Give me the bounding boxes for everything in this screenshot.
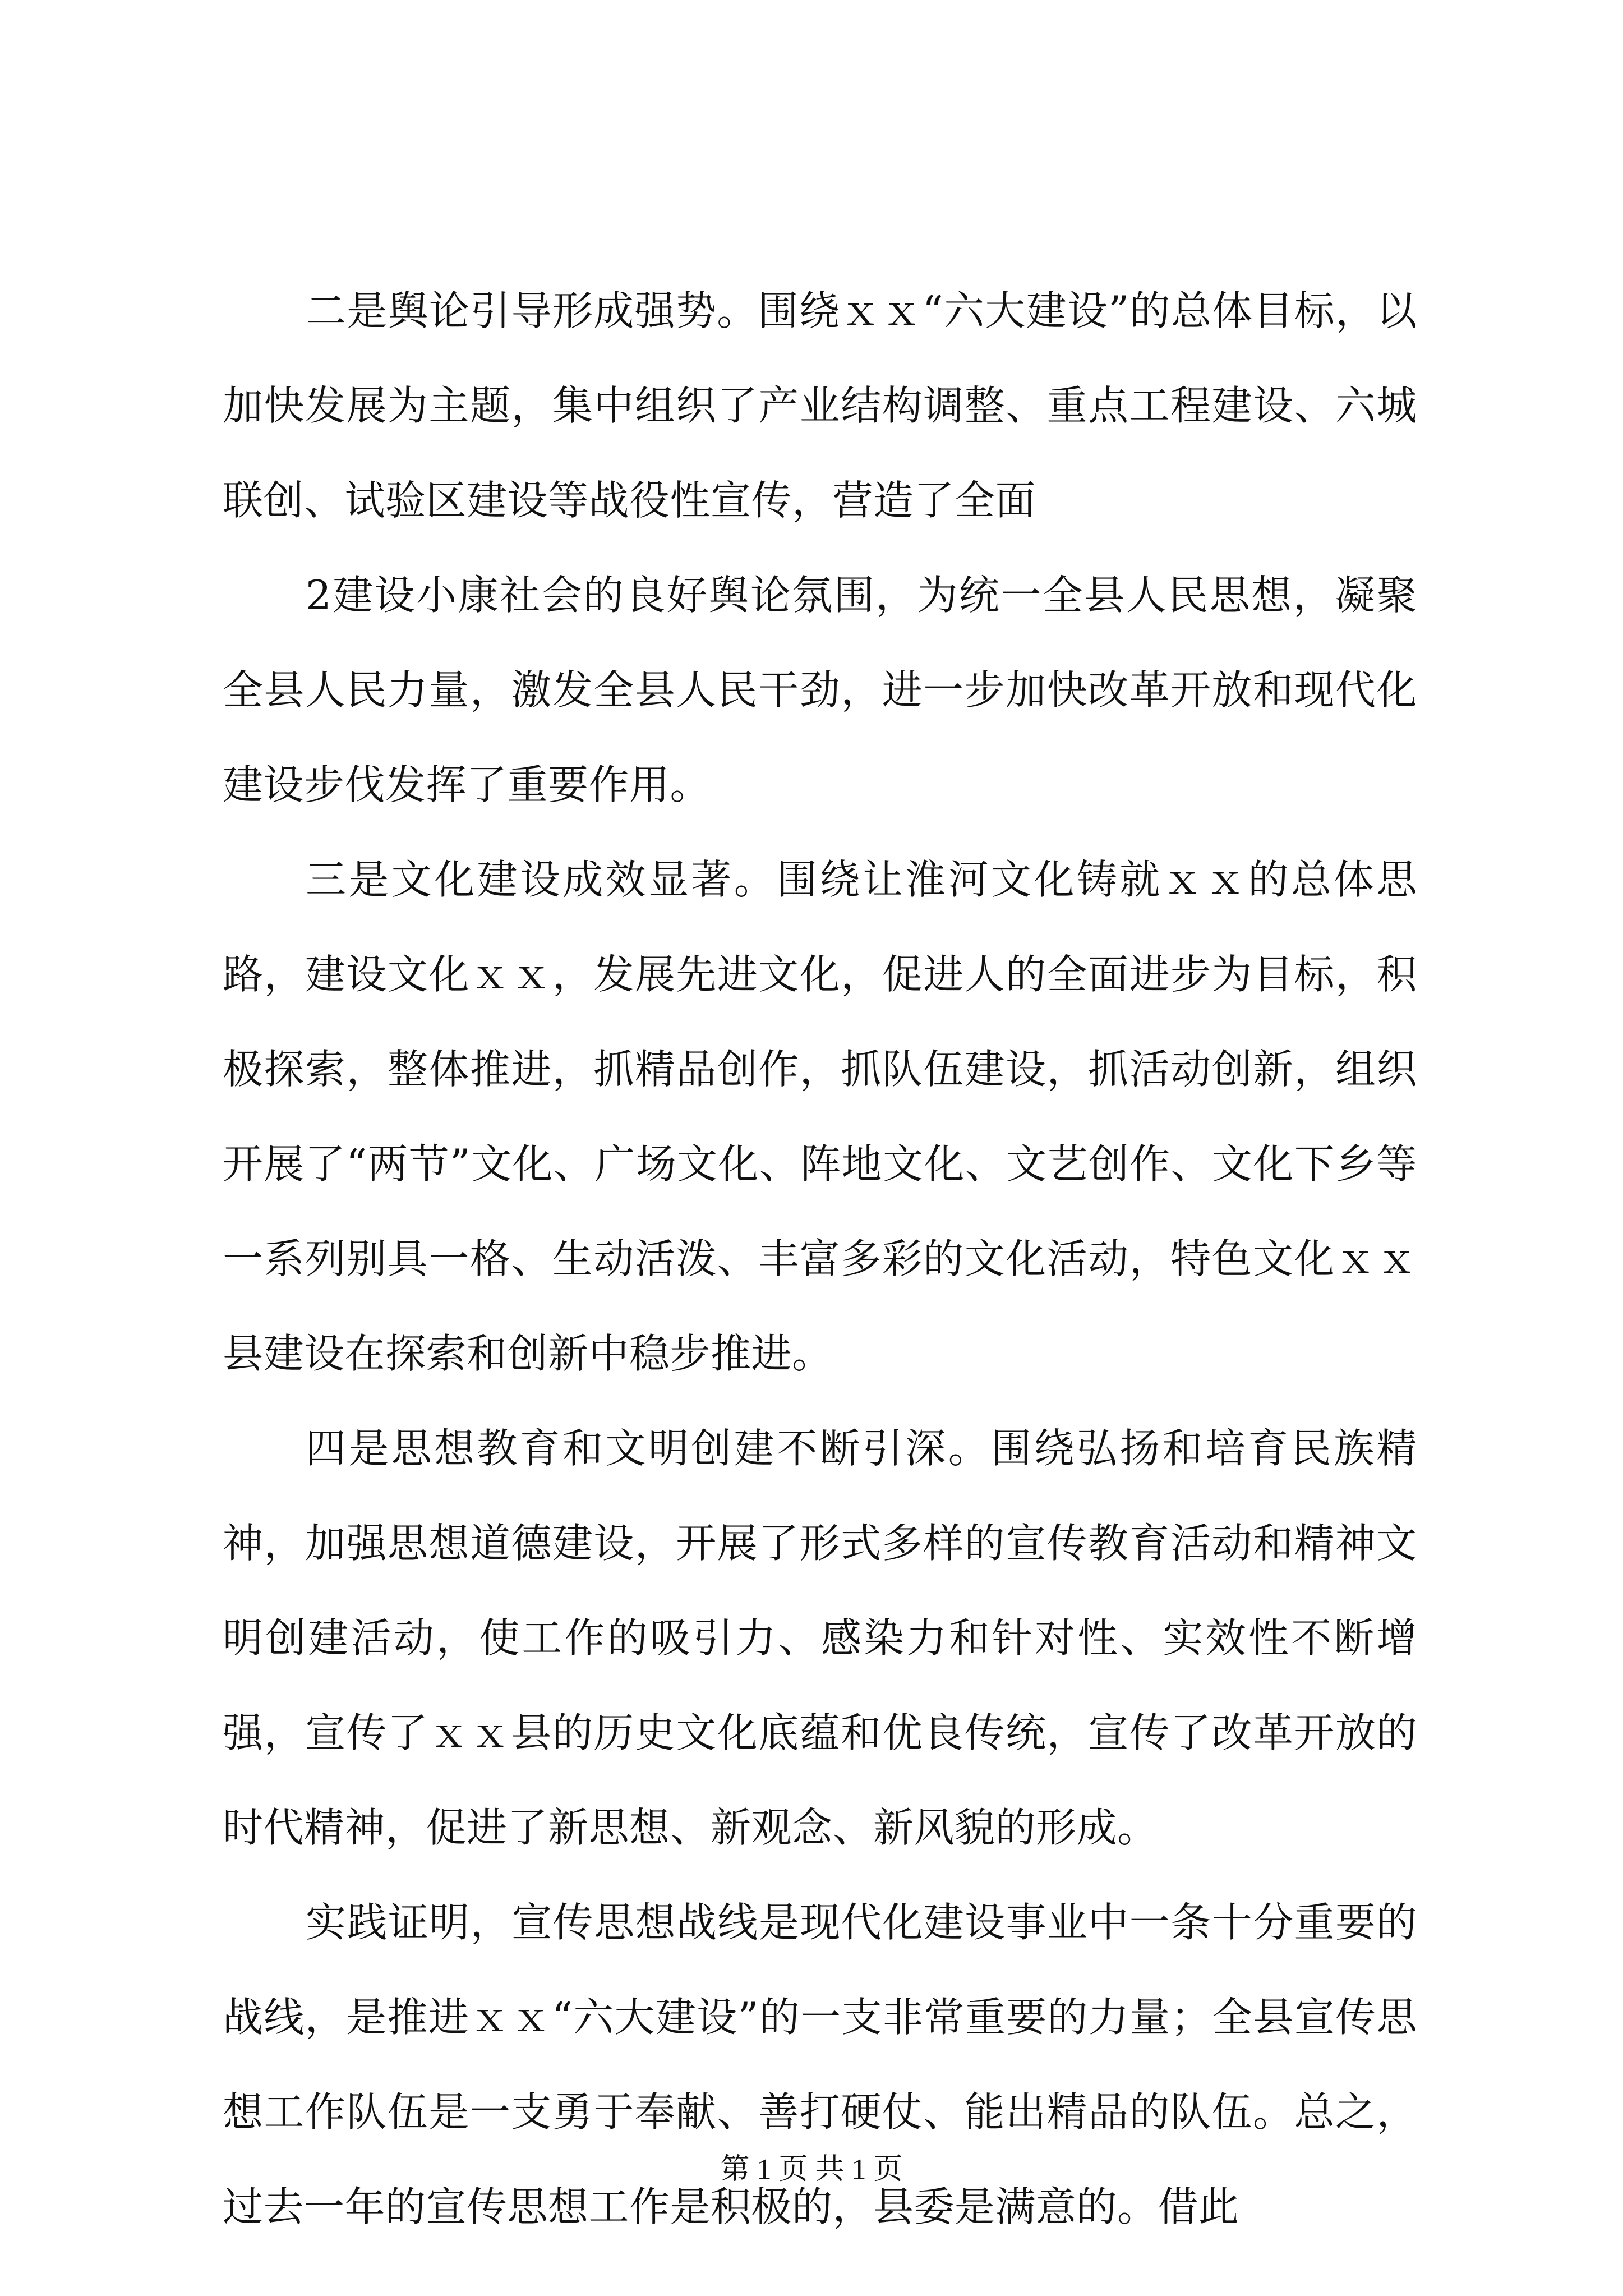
paragraph-3: 三是文化建设成效显著。围绕让淮河文化铸就ｘｘ的总体思路，建设文化ｘｘ，发展先进文化，促进人的全面进步为目标，积极探索，整体推进，抓精品创作，抓队伍建设，抓活动创新，组织开展了“两节”文化、广场文化、阵地文化、文艺创作、文化下乡等一系列别具一格、生动活泼、丰富多彩的文化活动，特色文化ｘｘ县建设在探索和创新中稳步推进。 [223,856,1417,1377]
paragraph-5: 实践证明，宣传思想战线是现代化建设事业中一条十分重要的战线，是推进ｘｘ“六大建设”的一支非常重要的力量；全县宣传思想工作队伍是一支勇于奉献、善打硬仗、能出精品的队伍。总之，过去一年的宣传思想工作是积极的，县委是满意的。借此 [223,1899,1417,2230]
page-footer: 第 1 页 共 1 页 [720,2154,903,2185]
paragraph-2: 2建设小康社会的良好舆论氛围，为统一全县人民思想，凝聚全县人民力量，激发全县人民干劲，进一步加快改革开放和现代化建设步伐发挥了重要作用。 [223,572,1417,808]
paragraph-4: 四是思想教育和文明创建不断引深。围绕弘扬和培育民族精神，加强思想道德建设，开展了形式多样的宣传教育活动和精神文明创建活动，使工作的吸引力、感染力和针对性、实效性不断增强，宣传了ｘｘ县的历史文化底蕴和优良传统，宣传了改革开放的时代精神，促进了新思想、新观念、新风貌的形成。 [223,1425,1417,1851]
document-body [223,264,1417,2254]
paragraph-1: 二是舆论引导形成强势。围绕ｘｘ“六大建设”的总体目标，以加快发展为主题，集中组织了产业结构调整、重点工程建设、六城联创、试验区建设等战役性宣传，营造了全面 [223,287,1417,524]
